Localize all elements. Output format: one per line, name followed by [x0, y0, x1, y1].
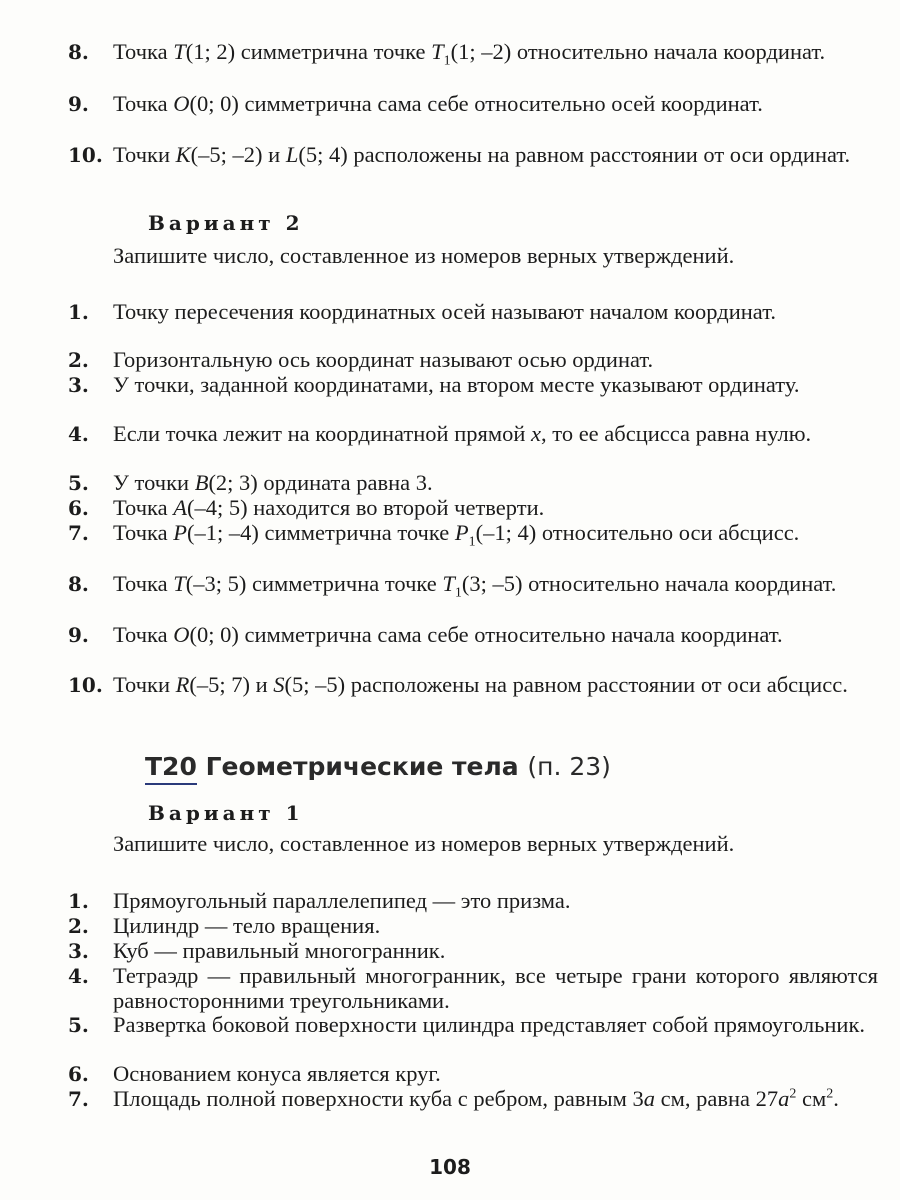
v2-item-8: [68, 571, 878, 601]
item-text: Точка O(0; 0) симметрична сама себе относительно осей координат.: [113, 91, 763, 116]
variant-2-heading: Вариант 2: [148, 211, 304, 235]
variant-1-instruction: Запишите число, составленное из номеров верных утверждений.: [113, 831, 735, 856]
prev-item-9: [68, 92, 878, 117]
v2-item-6: [68, 496, 878, 521]
item-number: 8.: [68, 572, 89, 596]
item-number: 1.: [68, 300, 89, 324]
item-number: 8.: [68, 40, 89, 64]
item-text: У точки, заданной координатами, на втором месте указывают ординату.: [113, 372, 800, 397]
item-number: 2.: [68, 914, 89, 938]
item-text: Горизонтальную ось координат называют осью ординат.: [113, 347, 654, 372]
v2-item-1: [68, 300, 878, 325]
v2-item-10: [68, 673, 878, 698]
section-code: T20: [145, 752, 197, 785]
item-number: 4.: [68, 422, 89, 446]
v1-item-7: [68, 1087, 878, 1112]
prev-item-8: [68, 39, 878, 69]
item-number: 10.: [68, 673, 103, 697]
item-number: 9.: [68, 623, 89, 647]
item-number: 3.: [68, 939, 89, 963]
section-heading: [145, 752, 611, 781]
item-text: Основанием конуса является круг.: [113, 1061, 441, 1086]
v1-item-1: [68, 889, 878, 914]
variant-1-heading: Вариант 1: [148, 801, 304, 825]
item-number: 3.: [68, 373, 89, 397]
item-text: Точка T(–3; 5) симметрична точке $T_1(3$; –5) относительно начала координат.: [113, 571, 837, 601]
item-text: Точка O(0; 0) симметрична сама себе относительно начала координат.: [113, 622, 783, 647]
item-number: 10.: [68, 143, 103, 167]
item-number: 7.: [68, 1087, 89, 1111]
v1-item-4: [68, 964, 878, 1014]
item-text: Точку пересечения координатных осей называют началом координат.: [113, 299, 776, 324]
item-text: Цилиндр — тело вращения.: [113, 913, 381, 938]
item-number: 5.: [68, 471, 89, 495]
item-number: 6.: [68, 1062, 89, 1086]
item-text: Куб — правильный многогранник.: [113, 938, 446, 963]
item-number: 6.: [68, 496, 89, 520]
v2-item-7: [68, 520, 878, 550]
v2-item-2: [68, 348, 878, 373]
item-text: Точки K(–5; –2) и L(5; 4) расположены на равном расстоянии от оси ординат.: [113, 142, 851, 167]
v2-item-5: [68, 471, 878, 496]
prev-item-10: [68, 143, 878, 168]
item-number: 7.: [68, 521, 89, 545]
item-text: У точки B(2; 3) ордината равна 3.: [113, 470, 433, 495]
item-text: Точка T(1; 2) симметрична точке $T_1(1$; –2) относительно начала координат.: [113, 39, 826, 69]
item-text: Точки R(–5; 7) и S(5; –5) расположены на равном расстоянии от оси абсцисс.: [113, 672, 848, 697]
page-number: 108: [429, 1155, 471, 1179]
v1-item-5: [68, 1013, 878, 1038]
v2-item-9: [68, 623, 878, 648]
item-number: 5.: [68, 1013, 89, 1037]
item-number: 4.: [68, 964, 89, 988]
item-number: 9.: [68, 92, 89, 116]
item-text: Если точка лежит на координатной прямой x, то ее абсцисса равна нулю.: [113, 421, 812, 446]
v1-item-6: [68, 1062, 878, 1087]
item-text: Точка A(–4; 5) находится во второй четверти.: [113, 495, 545, 520]
v2-item-3: [68, 373, 878, 398]
item-number: 2.: [68, 348, 89, 372]
v2-item-4: [68, 422, 878, 447]
item-text: Тетраэдр — правильный многогранник, все четыре грани которого являются равносторонними треугольниками.: [113, 963, 878, 1013]
item-text: Площадь полной поверхности куба с ребром, равным 3a см, равна $27a^2$ $см^2$.: [113, 1086, 839, 1111]
item-text: Прямоугольный параллелепипед — это призма.: [113, 888, 571, 913]
v1-item-2: [68, 914, 878, 939]
section-reference: (п. 23): [527, 752, 611, 781]
section-title: Геометрические тела: [205, 752, 519, 781]
item-text: Развертка боковой поверхности цилиндра представляет собой прямоугольник.: [113, 1012, 866, 1037]
variant-2-instruction: Запишите число, составленное из номеров верных утверждений.: [113, 243, 735, 268]
v1-item-3: [68, 939, 878, 964]
item-number: 1.: [68, 889, 89, 913]
item-text: Точка P(–1; –4) симметрична точке $P_1(-1$; 4) относительно оси абсцисс.: [113, 520, 800, 550]
